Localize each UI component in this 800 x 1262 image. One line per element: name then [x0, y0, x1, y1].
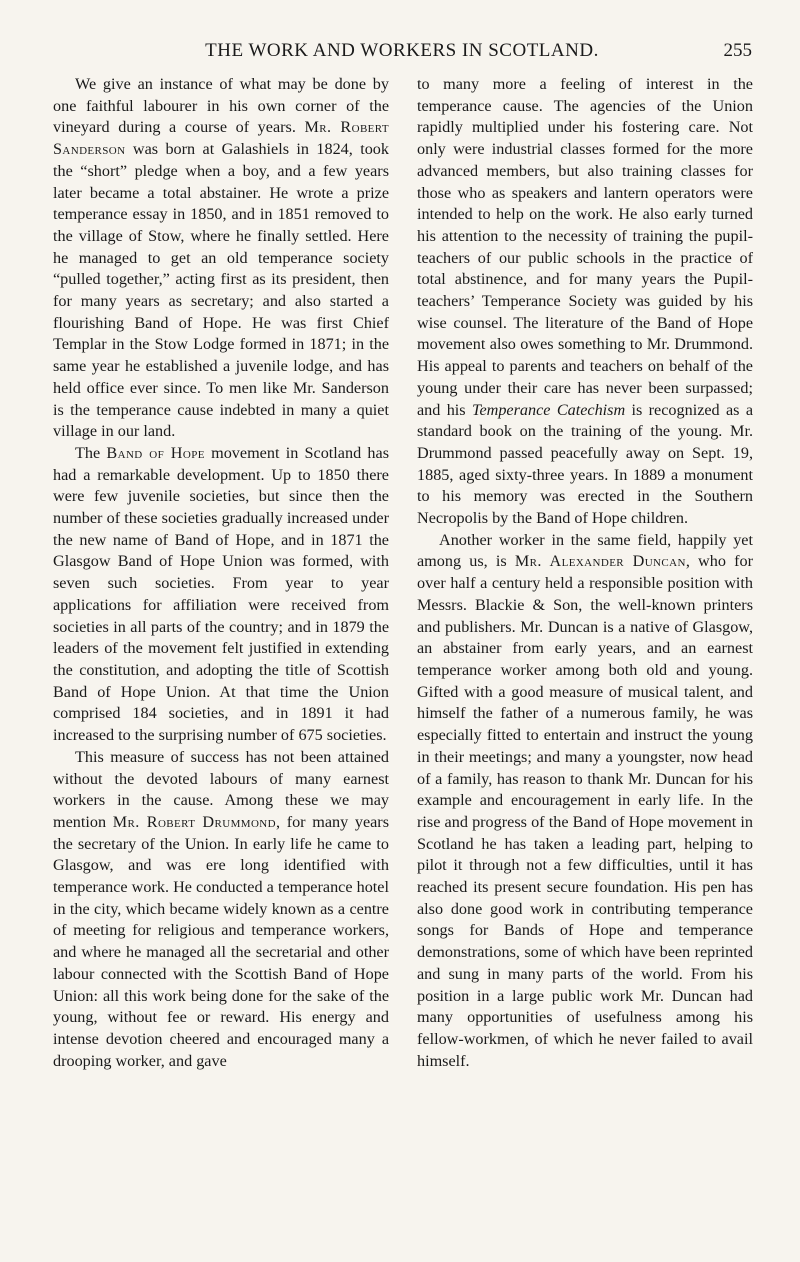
running-title: THE WORK AND WORKERS IN SCOTLAND. [205, 40, 599, 61]
right-column [417, 74, 753, 1234]
person-name: Mr. Robert Drummond [112, 812, 276, 831]
left-column [53, 74, 389, 1234]
person-name: Mr. Alexander Duncan [514, 552, 686, 571]
paragraph-sanderson [53, 74, 389, 443]
paragraph-text: We give an instance of what may be done by one faithful labourer in his own corner of the vineyard during a course of years. [53, 75, 389, 137]
paragraph-text: is recognized as a standard book on the training of the young. Mr. Drummond passed peacefully away on Sept. 19, 1885, aged sixty-three years. In 1889 a monument to his memory was erected in the Southern Necropolis by the Band of Hope children. [417, 400, 754, 528]
paragraph-duncan [417, 530, 753, 1073]
movement-name: Band of Hope [106, 443, 205, 462]
book-title: Temperance Catechism [471, 400, 626, 419]
paragraph-drummond [53, 747, 389, 1073]
paragraph-band-of-hope [53, 443, 389, 747]
paragraph-text: movement in Scotland has had a remarkable development. Up to 1850 there were few juvenile societies, but since then the number of these societies gradually increased under the new name of Band of Hope, and in 1871 the Glasgow Band of Hope Union was formed, with seven such societies. From year to year applications for affiliation were received from societies in all parts of the country; and in 1879 the leaders of the movement felt justified in extending the constitution, and adopting the title of Scottish Band of Hope Union. At that time the Union comprised 184 societies, and in 1891 it had increased to the surprising number of 675 societies. [53, 443, 389, 745]
paragraph-text: The [75, 443, 107, 462]
person-name: Mr. Robert Sanderson [53, 118, 389, 159]
paragraph-text: to many more a feeling of interest in the temperance cause. The agencies of the Union rapidly multiplied under his fostering care. Not only were industrial classes formed for the more advanced members, but also training classes for those who as speakers and lantern operators were intended to help on the work. He also early turned his attention to the necessity of training the pupil-teachers of our public schools in the practice of total abstinence, and for many years the Pupil-teachers’ Temperance Society was guided by his wise counsel. The literature of the Band of Hope movement also owes something to Mr. Drummond. His appeal to parents and teachers on behalf of the young under their care has never been surpassed; and his [417, 75, 753, 419]
paragraph-text: Another worker in the same field, happily yet among us, is [417, 530, 753, 571]
paragraph-drummond-continued [417, 74, 753, 530]
page-number: 255 [723, 40, 752, 61]
paragraph-text: This measure of success has not been attained without the devoted labours of many earnest workers in the cause. Among these we may mention [53, 747, 389, 831]
text-columns [53, 74, 753, 1234]
running-head [52, 40, 752, 66]
paragraph-text: , who for over half a century held a responsible position with Messrs. Blackie & Son, the well-known printers and publishers. Mr. Duncan is a native of Glasgow, an abstainer from early years, and an earnest temperance worker among both old and young. Gifted with a good measure of musical talent, and himself the father of a numerous family, he was especially fitted to entertain and instruct the young in their meetings; and many a youngster, now head of a family, has reason to thank Mr. Duncan for his example and encouragement in early life. In the rise and progress of the Band of Hope movement in Scotland he has taken a leading part, helping to pilot it through not a few difficulties, until it has reached its present secure foundation. His pen has also done good work in contributing temperance songs for Bands of Hope and temperance demonstrations, some of which have been reprinted and sung in many parts of the world. From his position in a large public work Mr. Duncan had many opportunities of usefulness among his fellow-workmen, of which he never failed to avail himself. [417, 552, 753, 1070]
paragraph-text: was born at Galashiels in 1824, took the “short” pledge when a boy, and a few years later became a total abstainer. He wrote a prize temperance essay in 1850, and in 1851 removed to the village of Stow, where he finally settled. Here he managed to get an old temperance society “pulled together,” acting first as its president, then for many years as secretary; and also started a flourishing Band of Hope. He was first Chief Templar in the Stow Lodge formed in 1871; in the same year he established a juvenile lodge, and has held office ever since. To men like Mr. Sanderson is the temperance cause indebted in many a quiet village in our land. [53, 140, 389, 441]
paragraph-text: , for many years the secretary of the Union. In early life he came to Glasgow, and was ere long identified with temperance work. He conducted a temperance hotel in the city, which became widely known as a centre of meeting for religious and temperance workers, and where he managed all the secretarial and other labour connected with the Scottish Band of Hope Union: all this work being done for the sake of the young, without fee or reward. His energy and intense devotion cheered and encouraged many a drooping worker, and gave [53, 812, 389, 1070]
